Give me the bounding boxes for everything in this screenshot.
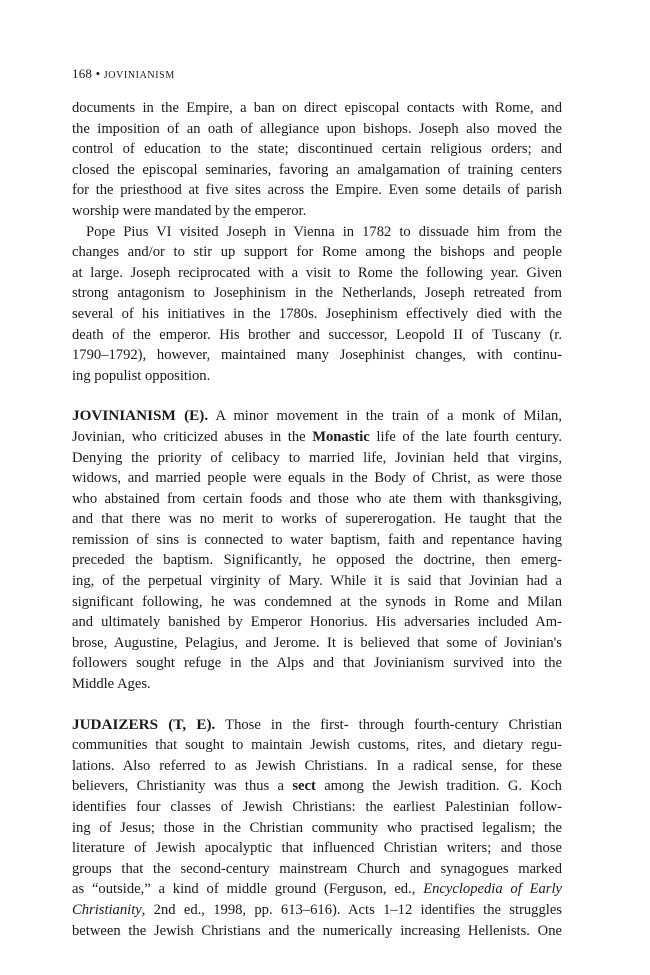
entry-judaizers: [72, 715, 562, 942]
text-line: widows, and married people were equals in the Body of Christ, as were those: [72, 470, 562, 487]
entry-headword: JUDAIZERS (T, E).: [72, 715, 216, 733]
text-line: lations. Also referred to as Jewish Christians. In a radical sense, for these: [72, 757, 562, 774]
book-page: [72, 64, 562, 941]
text-line: [72, 427, 562, 448]
text-line: documents in the Empire, a ban on direct episcopal contacts with Rome, and: [72, 100, 562, 116]
text-line: several of his initiatives in the 1780s. Josephinism effectively died with the: [72, 305, 562, 322]
bullet-separator: •: [95, 66, 101, 81]
text-line: Denying the priority of celibacy to married life, Jovinian held that virgins,: [72, 449, 562, 466]
text-line: between the Jewish Christians and the numerically increasing Hellenists. One: [72, 922, 562, 939]
text-line: [72, 776, 562, 797]
text-line: control of education to the state; discontinued certain religious orders; and: [72, 141, 562, 158]
text-span: A minor movement in the train of a monk of Milan,: [215, 408, 562, 425]
text-line: communities that sought to maintain Jewish customs, rites, and dietary regu-: [72, 737, 562, 754]
text-span: as “outside,” a kind of middle ground (Ferguson, ed.,: [72, 881, 416, 898]
entry-jovinianism: [72, 406, 562, 694]
text-line: remission of sins is connected to water baptism, faith and repentance having: [72, 531, 562, 548]
text-span: , 2nd ed., 1998, pp. 613–616). Acts 1–12 identifies the struggles: [141, 901, 562, 918]
text-line: Pope Pius VI visited Joseph in Vienna in 1782 to dissuade him from the: [86, 223, 562, 240]
text-line: and that there was no merit to works of supererogation. He taught that the: [72, 511, 562, 528]
text-line: closed the episcopal seminaries, favoring an amalgamation of training centers: [72, 161, 562, 178]
text-line: followers sought refuge in the Alps and that Jovinianism survived into the: [72, 655, 562, 672]
text-line: who abstained from certain foods and those who ate them with thanksgiving,: [72, 490, 562, 507]
text-line: [72, 900, 562, 921]
text-line: 1790–1792), however, maintained many Josephinist changes, with continu-: [72, 347, 562, 364]
text-line: significant following, he was condemned at the synods in Rome and Milan: [72, 593, 562, 610]
text-line: Middle Ages.: [72, 676, 151, 693]
text-line: at large. Joseph reciprocated with a visit to Rome the following year. Given: [72, 264, 562, 281]
text-line: worship were mandated by the emperor.: [72, 202, 307, 219]
text-line: ing of Jesus; those in the Christian community who practised legalism; the: [72, 819, 562, 836]
text-line: strong antagonism to Josephinism in the Netherlands, Joseph retreated from: [72, 285, 562, 302]
text-line: ing, of the perpetual virginity of Mary. While it is said that Jovinian had a: [72, 573, 562, 590]
text-span: among the Jewish tradition. G. Koch: [324, 778, 562, 795]
text-line: and ultimately banished by Emperor Honorius. His adversaries included Am-: [72, 614, 562, 631]
text-span: believers, Christianity was thus a: [72, 778, 285, 795]
text-line: [72, 715, 562, 736]
text-span: Those in the first- through fourth-century Christian: [225, 716, 562, 733]
cross-reference-sect: sect: [292, 778, 316, 795]
paragraph-josephinism-continued: [72, 98, 562, 222]
text-span: Jovinian, who criticized abuses in the: [72, 428, 306, 445]
text-line: for the priesthood at five sites across the Empire. Even some details of parish: [72, 182, 562, 199]
cross-reference-monastic: Monastic: [312, 428, 370, 445]
book-title-italic: Encyclopedia of Early: [423, 881, 562, 898]
text-line: ing populist opposition.: [72, 367, 211, 384]
text-line: [72, 879, 562, 900]
text-line: identifies four classes of Jewish Christians: the earliest Palestinian follow-: [72, 799, 562, 815]
paragraph-pope-pius-visit: [72, 222, 562, 387]
text-line: preceded the baptism. Significantly, he opposed the doctrine, then emerg-: [72, 552, 562, 569]
running-head-section: JOVINIANISM: [103, 70, 175, 81]
text-line: brose, Augustine, Pelagius, and Jerome. It is believed that some of Jovinian's: [72, 634, 562, 651]
text-line: [72, 406, 562, 427]
text-line: the imposition of an oath of allegiance upon bishops. Joseph also moved the: [72, 120, 562, 137]
text-line: groups that the second-century mainstream Church and synagogues marked: [72, 860, 562, 877]
text-line: death of the emperor. His brother and successor, Leopold II of Tuscany (r.: [72, 326, 562, 343]
entry-headword: JOVINIANISM (E).: [72, 407, 209, 425]
running-head: [72, 64, 562, 84]
text-span: life of the late fourth century.: [376, 428, 563, 445]
book-title-italic: Christianity: [72, 901, 142, 918]
text-line: literature of Jewish apocalyptic that influenced Christian writers; and those: [72, 840, 562, 857]
text-line: changes and/or to stir up support for Rome among the bishops and people: [72, 244, 562, 261]
page-number: 168: [72, 66, 93, 81]
